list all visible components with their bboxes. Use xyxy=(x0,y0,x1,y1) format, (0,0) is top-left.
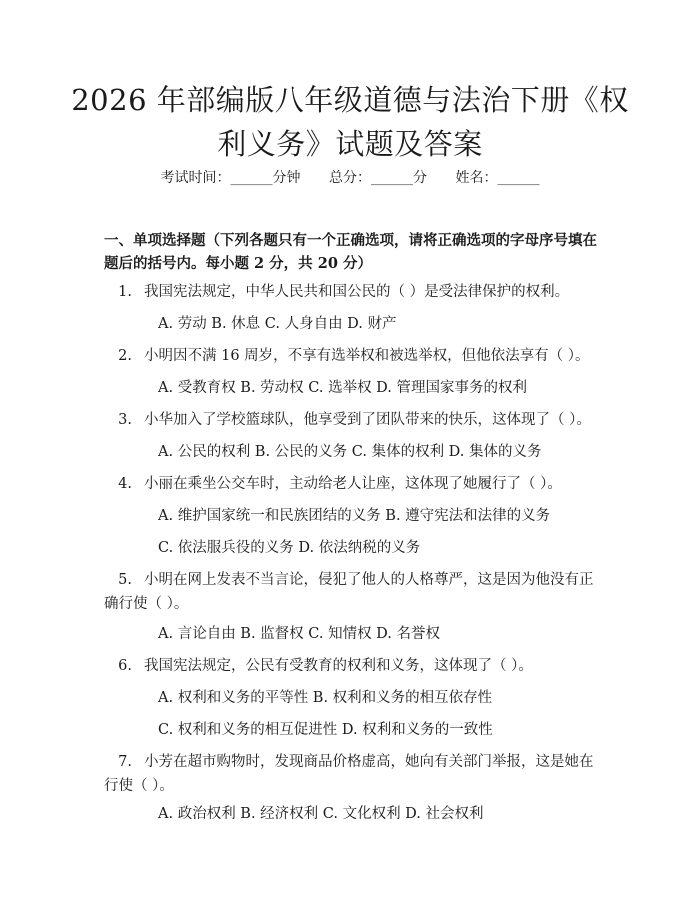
question-text: 我国宪法规定，中华人民共和国公民的（ ）是受法律保护的权利。 xyxy=(144,284,570,300)
question-number: 6. xyxy=(118,658,132,674)
question-number: 7. xyxy=(118,754,132,770)
question-options: A. 劳动 B. 休息 C. 人身自由 D. 财产 xyxy=(158,316,397,332)
question-text: 小芳在超市购物时，发现商品价格虚高，她向有关部门举报，这是她在行使（ ）。 xyxy=(104,754,594,794)
question-stem xyxy=(104,472,601,496)
question-options: A. 权利和义务的平等性 B. 权利和义务的相互依存性 xyxy=(158,690,493,706)
student-name-field: 姓名：______ xyxy=(455,170,540,186)
question-options: C. 权利和义务的相互促进性 D. 权利和义务的一致性 xyxy=(158,722,493,738)
question-number: 5. xyxy=(118,572,132,588)
question-stem xyxy=(104,280,601,304)
question-number: 1. xyxy=(118,284,132,300)
document-title: 2026 年部编版八年级道德与法治下册《权利义务》试题及答案 xyxy=(71,83,629,161)
question-options: A. 政治权利 B. 经济权利 C. 文化权利 D. 社会权利 xyxy=(158,806,484,822)
question-options: A. 言论自由 B. 监督权 C. 知情权 D. 名誉权 xyxy=(158,626,441,642)
question-stem xyxy=(104,408,601,432)
question-number: 4. xyxy=(118,476,132,492)
section-heading: 一、单项选择题（下列各题只有一个正确选项，请将正确选项的字母序号填在题后的括号内。每小题 2 分，共 20 分） xyxy=(104,232,597,272)
question-options: A. 公民的权利 B. 公民的义务 C. 集体的权利 D. 集体的义务 xyxy=(158,444,542,460)
question-options: A. 维护国家统一和民族团结的义务 B. 遵守宪法和法律的义务 xyxy=(158,508,551,524)
exam-time-field: 考试时间：______分钟 xyxy=(160,170,301,186)
question-options: C. 依法服兵役的义务 D. 依法纳税的义务 xyxy=(158,540,421,556)
question-text: 小明在网上发表不当言论，侵犯了他人的人格尊严，这是因为他没有正确行使（ ）。 xyxy=(104,572,594,612)
total-score-field: 总分：______分 xyxy=(329,170,427,186)
question-number: 2. xyxy=(118,348,132,364)
question-number: 3. xyxy=(118,412,132,428)
question-stem xyxy=(104,750,601,798)
question-text: 小丽在乘坐公交车时，主动给老人让座，这体现了她履行了（ ）。 xyxy=(144,476,562,492)
question-stem xyxy=(104,654,601,678)
question-stem xyxy=(104,344,601,368)
question-stem xyxy=(104,568,601,616)
question-text: 小明因不满 16 周岁，不享有选举权和被选举权，但他依法享有（ ）。 xyxy=(144,348,590,364)
question-text: 小华加入了学校篮球队，他享受到了团队带来的快乐，这体现了（ ）。 xyxy=(144,412,591,428)
question-options: A. 受教育权 B. 劳动权 C. 选举权 D. 管理国家事务的权利 xyxy=(158,380,528,396)
question-text: 我国宪法规定，公民有受教育的权利和义务，这体现了（ ）。 xyxy=(144,658,533,674)
exam-info-line xyxy=(0,168,700,188)
